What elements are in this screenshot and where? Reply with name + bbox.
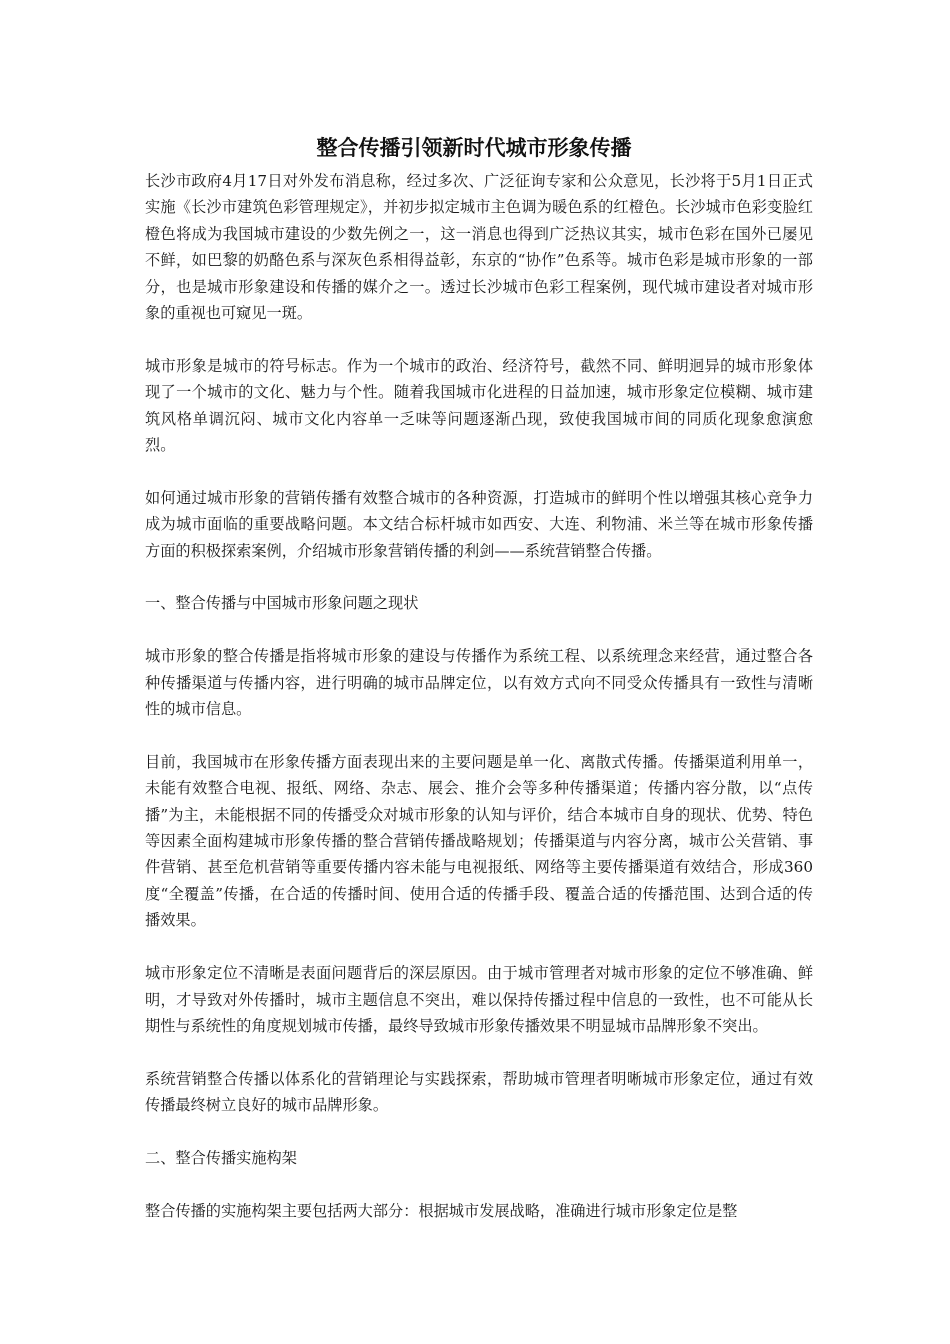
document-body bbox=[145, 130, 813, 1251]
paragraph-city-symbol: 城市形象是城市的符号标志。作为一个城市的政治、经济符号，截然不同、鲜明迥异的城市形象体现了一个城市的文化、魅力与个性。随着我国城市化进程的日益加速，城市形象定位模糊、城市建筑风格单调沉闷、城市文化内容单一乏味等问题逐渐凸现，致使我国城市间的同质化现象愈演愈烈。 bbox=[145, 356, 813, 455]
paragraph-definition: 城市形象的整合传播是指将城市形象的建设与传播作为系统工程、以系统理念来经营，通过整合各种传播渠道与传播内容，进行明确的城市品牌定位，以有效方式向不同受众传播具有一致性与清晰性的城市信息。 bbox=[145, 647, 813, 719]
section-heading-1: 一、整合传播与中国城市形象问题之现状 bbox=[145, 594, 419, 613]
paragraph-system-marketing: 系统营销整合传播以体系化的营销理论与实践探索，帮助城市管理者明晰城市形象定位，通过有效传播最终树立良好的城市品牌形象。 bbox=[145, 1069, 813, 1115]
document-title: 整合传播引领新时代城市形象传播 bbox=[316, 136, 632, 160]
paragraph-root-cause: 城市形象定位不清晰是表面问题背后的深层原因。由于城市管理者对城市形象的定位不够准确、鲜明，才导致对外传播时，城市主题信息不突出，难以保持传播过程中信息的一致性，也不可能从长期性与系统性的角度规划城市传播，最终导致城市形象传播效果不明显城市品牌形象不突出。 bbox=[145, 964, 813, 1035]
paragraph-marketing-question: 如何通过城市形象的营销传播有效整合城市的各种资源，打造城市的鲜明个性以增强其核心竞争力成为城市面临的重要战略问题。本文结合标杆城市如西安、大连、利物浦、米兰等在城市形象传播方面的积极探索案例，介绍城市形象营销传播的利剑——系统营销整合传播。 bbox=[145, 488, 813, 560]
paragraph-framework: 整合传播的实施构架主要包括两大部分：根据城市发展战略，准确进行城市形象定位是整 bbox=[145, 1201, 738, 1220]
paragraph-intro: 长沙市政府4月17日对外发布消息称，经过多次、广泛征询专家和公众意见，长沙将于5月1日正式实施《长沙市建筑色彩管理规定》，并初步拟定城市主色调为暖色系的红橙色。长沙城市色彩变脸红橙色将成为我国城市建设的少数先例之一，这一消息也得到广泛热议其实，城市色彩在国外已屡见不鲜，如巴黎的奶酪色系与深灰色系相得益彰，东京的“协作”色系等。城市色彩是城市形象的一部分，也是城市形象建设和传播的媒介之一。透过长沙城市色彩工程案例，现代城市建设者对城市形象的重视也可窥见一斑。 bbox=[145, 172, 813, 323]
section-heading-2: 二、整合传播实施构架 bbox=[145, 1148, 297, 1167]
paragraph-current-problems: 目前，我国城市在形象传播方面表现出来的主要问题是单一化、离散式传播。传播渠道利用单一，未能有效整合电视、报纸、网络、杂志、展会、推介会等多种传播渠道；传播内容分散，以“点传播”为主，未能根据不同的传播受众对城市形象的认知与评价，结合本城市自身的现状、优势、特色等因素全面构建城市形象传播的整合营销传播战略规划；传播渠道与内容分离，城市公关营销、事件营销、甚至危机营销等重要传播内容未能与电视报纸、网络等主要传播渠道有效结合，形成360度“全覆盖”传播，在合适的传播时间、使用合适的传播手段、覆盖合适的传播范围、达到合适的传播效果。 bbox=[145, 752, 813, 930]
